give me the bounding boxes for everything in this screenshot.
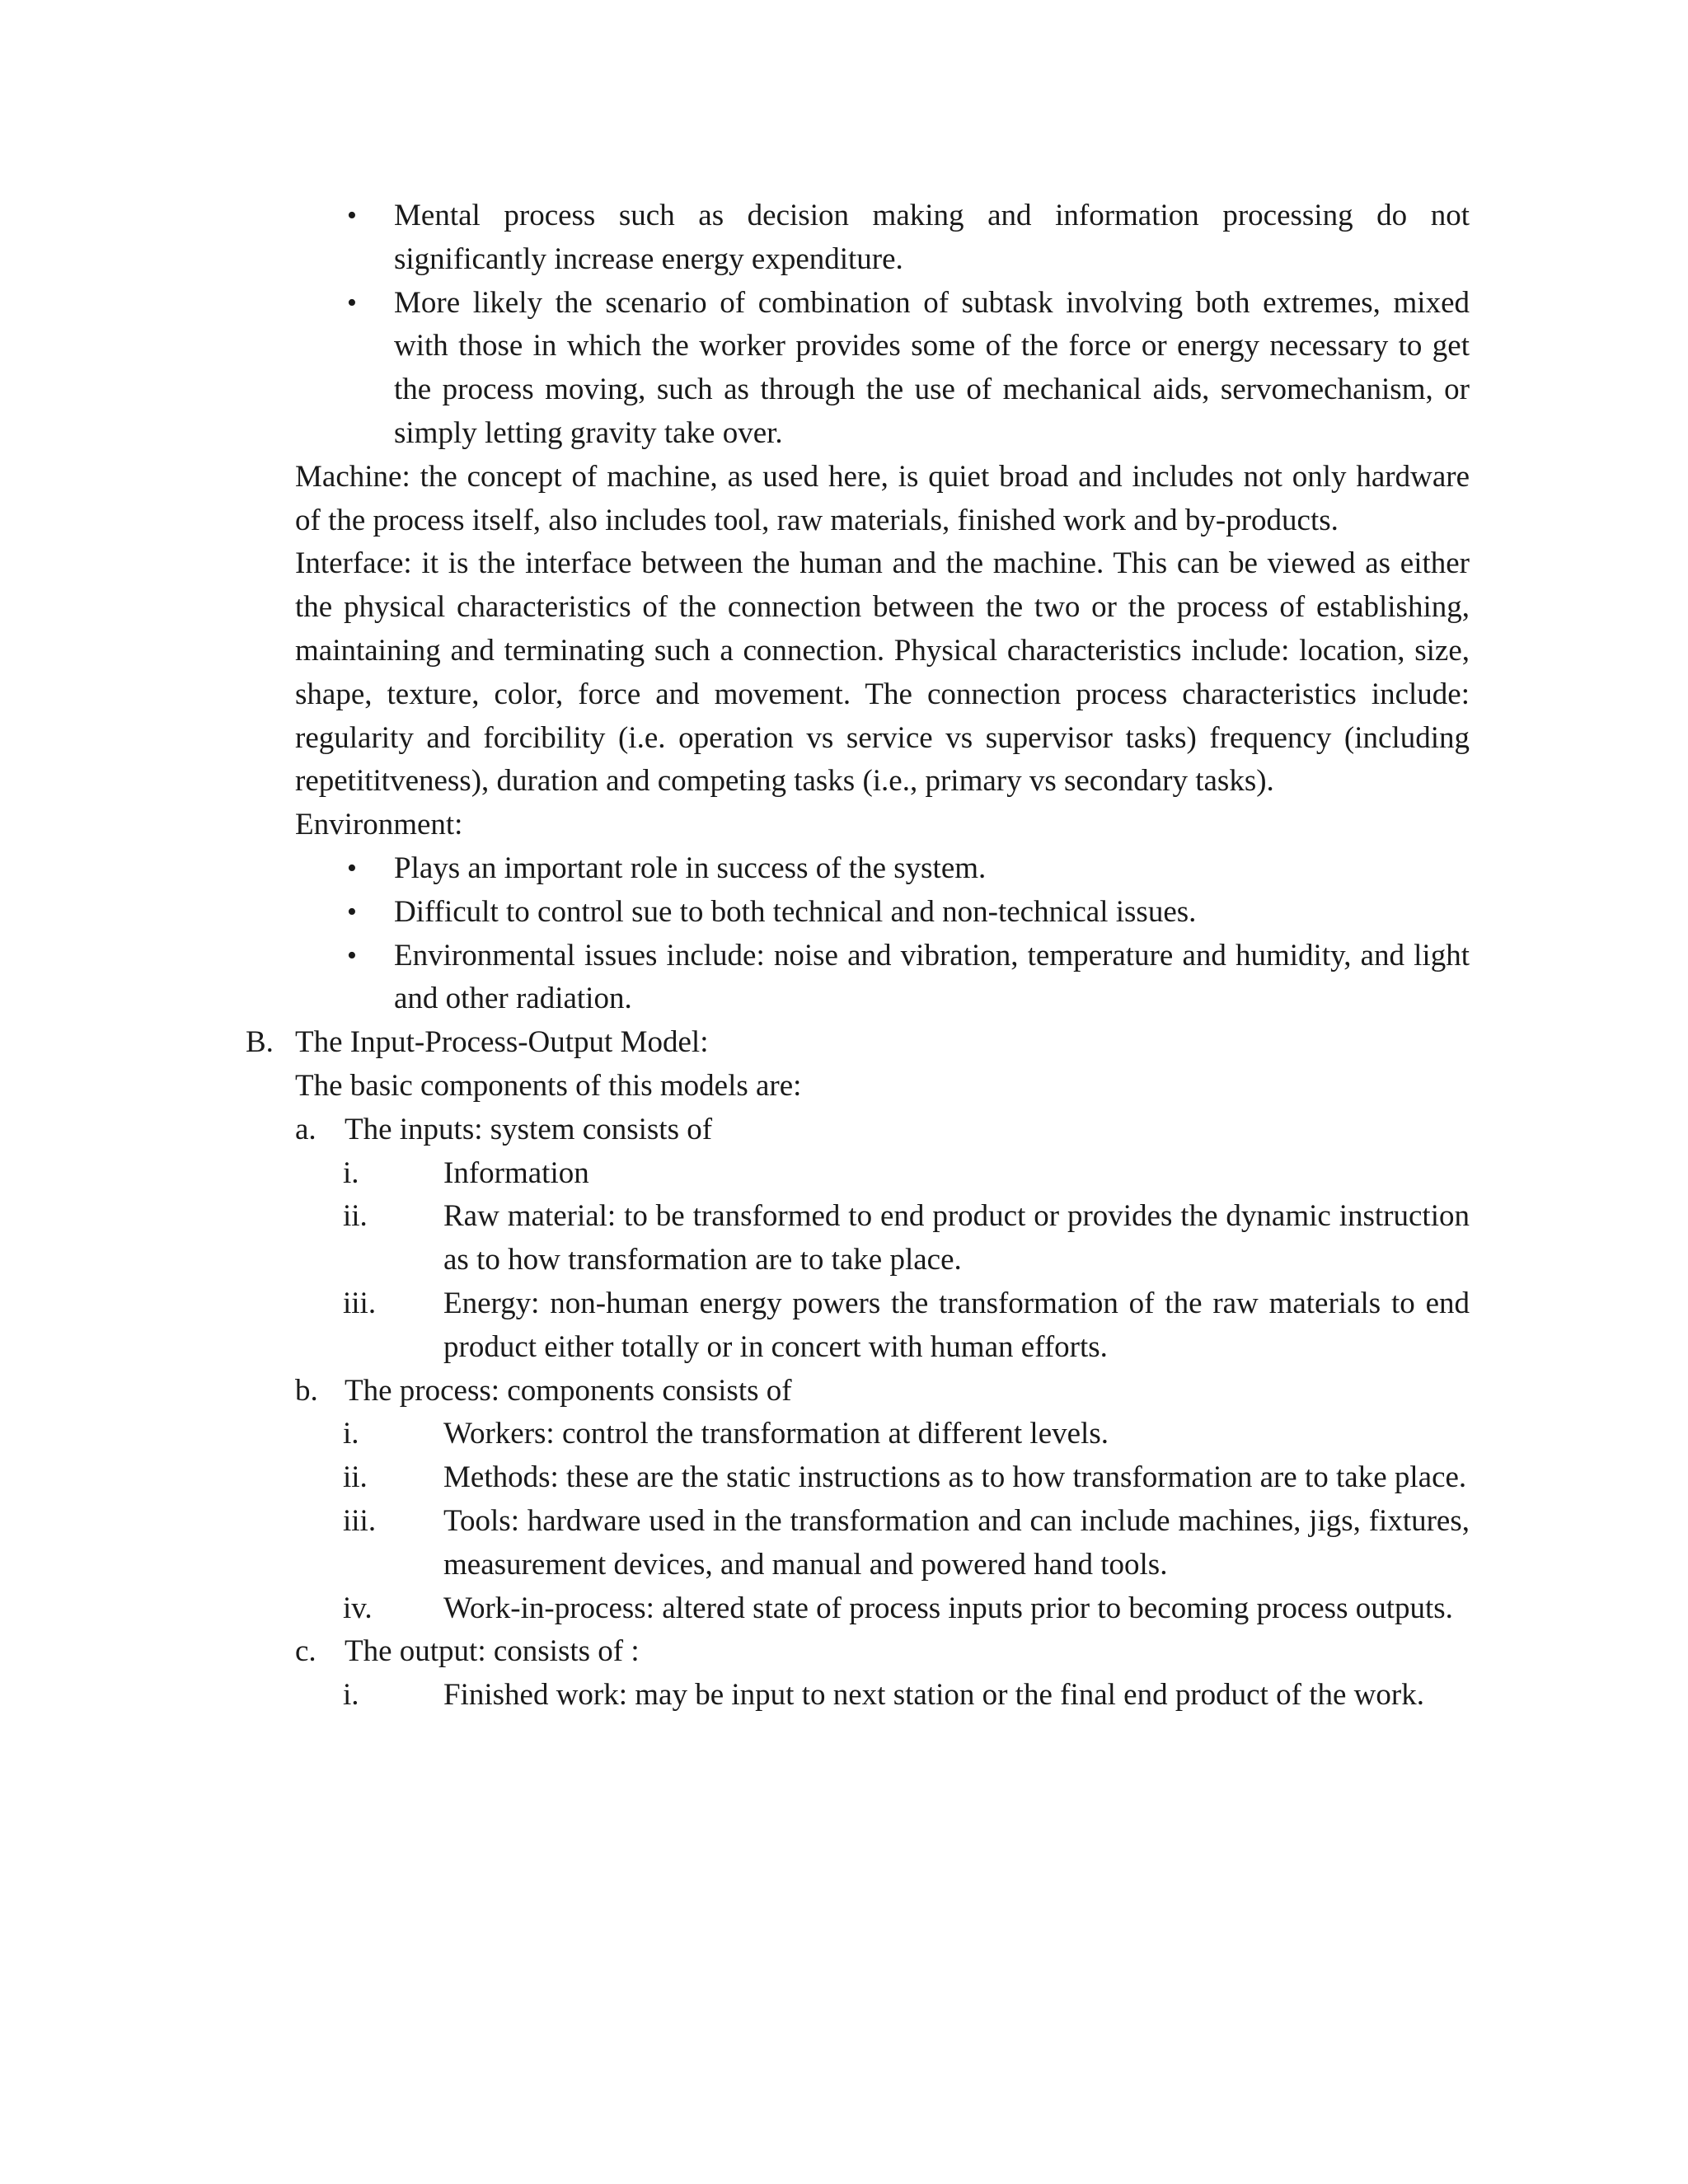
bullet-icon: • <box>347 940 357 971</box>
list-item <box>343 1152 1470 1196</box>
bullet-item <box>347 891 1470 935</box>
group-title: The output: consists of : <box>345 1634 640 1669</box>
item-text: Raw material: to be transformed to end product or provides the dynamic instruction as to how transformation are to take place. <box>443 1199 1470 1277</box>
list-item <box>343 1282 1470 1370</box>
list-group-inputs <box>295 1108 1470 1152</box>
bullet-item <box>347 194 1470 282</box>
item-text: Tools: hardware used in the transformation and can include machines, jigs, fixtures, measurement devices, and manual and powered hand tools. <box>443 1503 1470 1582</box>
bullet-icon: • <box>347 200 357 231</box>
page-content <box>0 194 1688 1718</box>
item-number: iv. <box>343 1591 373 1625</box>
bullet-text: More likely the scenario of combination of subtask involving both extremes, mixed with those in which the worker provides some of the force or energy necessary to get the process moving, such as through the use of mechanical aids, servomechanism, or simply letting gravity take over. <box>394 285 1470 450</box>
section-intro: The basic components of this models are: <box>295 1068 802 1103</box>
group-letter: b. <box>295 1373 318 1408</box>
list-group-process <box>295 1370 1470 1413</box>
list-item <box>343 1500 1470 1587</box>
item-text: Information <box>443 1155 589 1190</box>
bullet-item <box>347 282 1470 456</box>
bullet-text: Difficult to control sue to both technical and non-technical issues. <box>394 894 1197 929</box>
item-number: i. <box>343 1678 359 1713</box>
item-number: i. <box>343 1155 359 1190</box>
list-group-output <box>295 1630 1470 1674</box>
list-item <box>343 1413 1470 1456</box>
section-title: The Input-Process-Output Model: <box>295 1025 709 1060</box>
bullet-icon: • <box>347 287 357 318</box>
list-item <box>343 1456 1470 1500</box>
item-number: i. <box>343 1417 359 1451</box>
bullet-item <box>347 935 1470 1022</box>
bullet-item <box>347 847 1470 891</box>
environment-heading: Environment: <box>295 808 463 842</box>
machine-paragraph: Machine: the concept of machine, as used here, is quiet broad and includes not only hardware of the process itself, also includes tool, raw materials, finished work and by-products. <box>295 459 1470 537</box>
interface-paragraph: Interface: it is the interface between the human and the machine. This can be viewed as either the physical characteristics of the connection between the two or the process of establishing, maintaining and terminating such a connection. Physical characteristics include: location, size, shape, texture, color, force and movement. The connection process characteristics include: regularity and forcibility (i.e. operation vs service vs supervisor tasks) frequency (including repetititveness), duration and competing tasks (i.e., primary vs secondary tasks). <box>295 546 1470 799</box>
group-title: The process: components consists of <box>345 1373 792 1408</box>
section-b-heading <box>246 1021 1470 1065</box>
bullet-text: Environmental issues include: noise and vibration, temperature and humidity, and light and other radiation. <box>394 938 1470 1016</box>
list-item <box>343 1587 1470 1631</box>
item-text: Finished work: may be input to next station or the final end product of the work. <box>443 1678 1424 1713</box>
bullet-icon: • <box>347 852 357 883</box>
item-number: iii. <box>343 1286 377 1320</box>
bullet-icon: • <box>347 896 357 927</box>
item-text: Energy: non-human energy powers the transformation of the raw materials to end product either totally or in concert with human efforts. <box>443 1286 1470 1364</box>
bullet-text: Mental process such as decision making and information processing do not significantly increase energy expenditure. <box>394 199 1470 276</box>
item-text: Workers: control the transformation at different levels. <box>443 1417 1109 1451</box>
bullet-text: Plays an important role in success of the system. <box>394 851 987 885</box>
item-number: ii. <box>343 1199 368 1234</box>
section-letter: B. <box>246 1025 274 1060</box>
list-item <box>343 1195 1470 1282</box>
item-number: ii. <box>343 1460 368 1495</box>
item-number: iii. <box>343 1503 377 1538</box>
list-item <box>343 1674 1470 1718</box>
item-text: Methods: these are the static instructions as to how transformation are to take place. <box>443 1460 1467 1495</box>
group-letter: a. <box>295 1112 316 1146</box>
item-text: Work-in-process: altered state of process inputs prior to becoming process outputs. <box>443 1591 1453 1625</box>
group-title: The inputs: system consists of <box>345 1112 713 1146</box>
group-letter: c. <box>295 1634 316 1669</box>
